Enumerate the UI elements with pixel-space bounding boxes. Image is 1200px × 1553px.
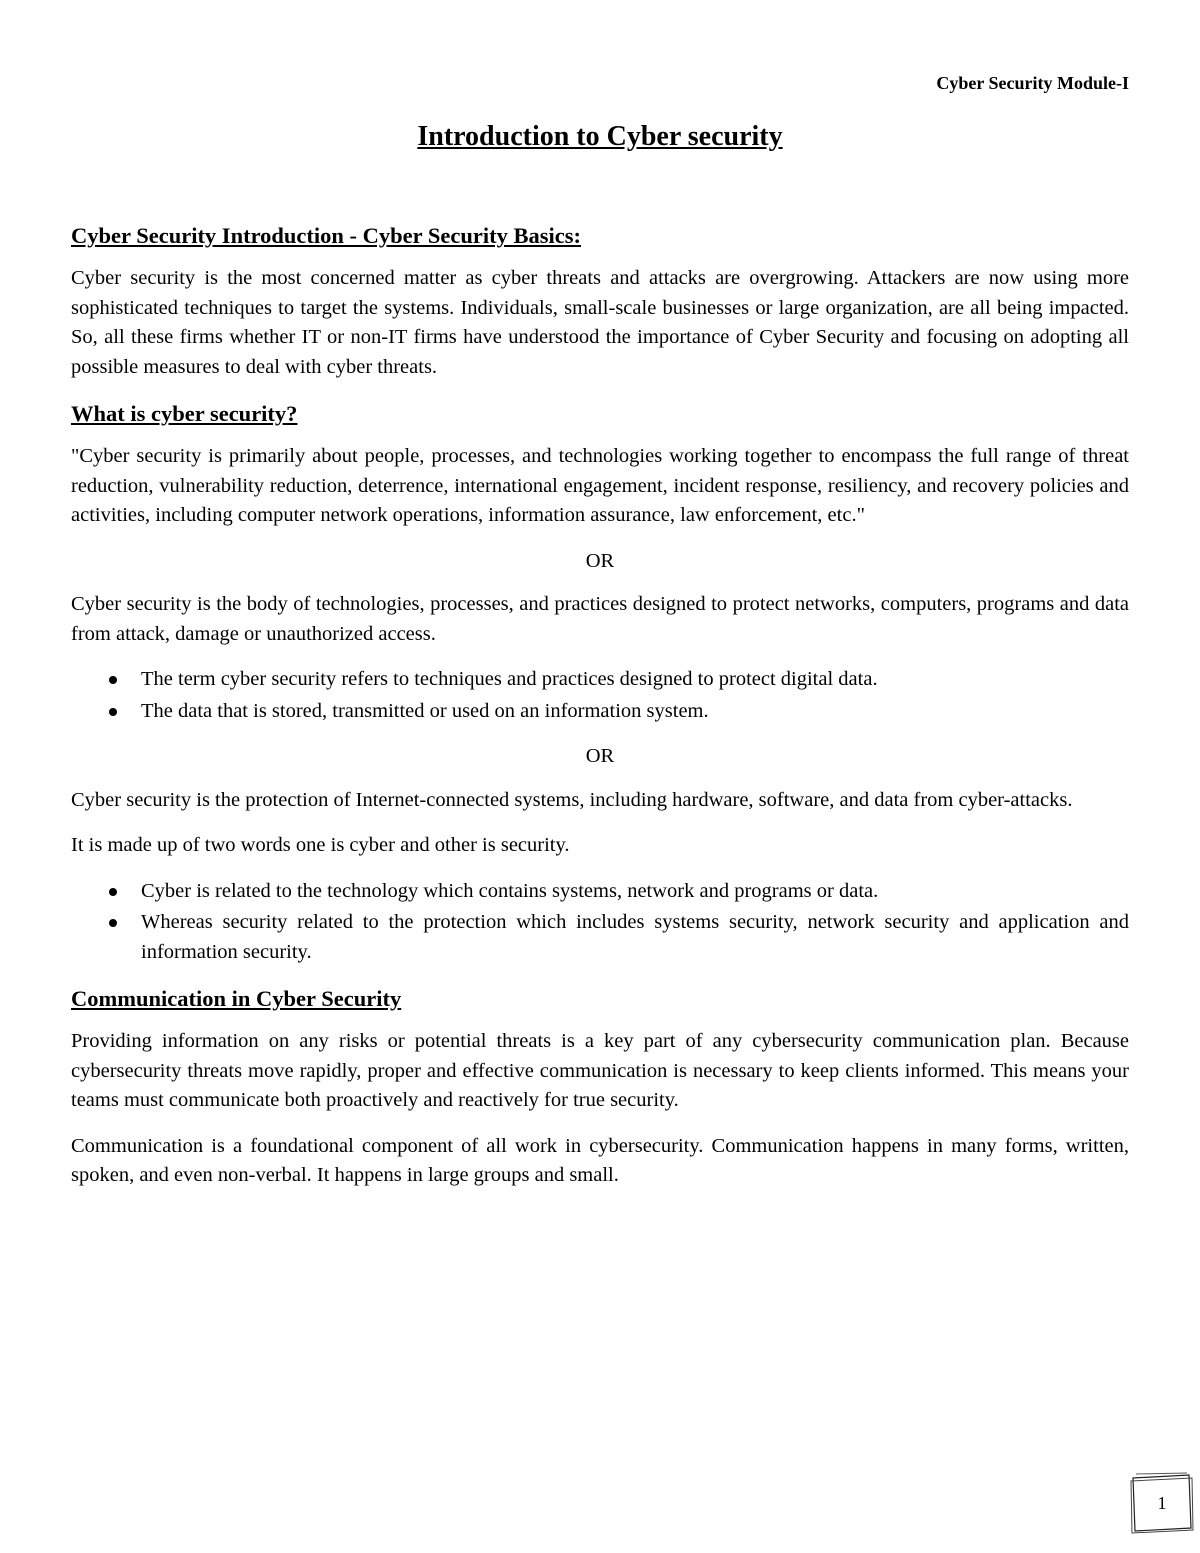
section-heading-what-is: What is cyber security? <box>71 401 298 426</box>
definition-quote-paragraph: "Cyber security is primarily about people, processes, and technologies working together to encompass the full range of threat reduction, vulnerability reduction, deterrence, international engagement, incident response, resiliency, and recovery policies and activities, including computer network operations, information assurance, law enforcement, etc." <box>71 445 1129 526</box>
bullet-icon <box>109 708 117 716</box>
communication-paragraph-1: Providing information on any risks or potential threats is a key part of any cybersecurity communication plan. Because cybersecurity threats move rapidly, proper and effective communication is necessary to keep clients informed. This means your teams must communicate both proactively and reactively for true security. <box>71 1030 1129 1111</box>
document-title: Introduction to Cyber security <box>417 121 783 152</box>
list-item-text: Cyber is related to the technology which contains systems, network and programs or data. <box>141 879 879 902</box>
bullet-list-2 <box>71 877 1129 968</box>
or-separator: OR <box>585 745 615 767</box>
definition-paragraph-3: Cyber security is the protection of Internet-connected systems, including hardware, software, and data from cyber-attacks. <box>71 788 1073 811</box>
or-separator: OR <box>585 549 615 572</box>
list-item <box>141 665 1129 695</box>
list-item-text: The data that is stored, transmitted or used on an information system. <box>141 699 709 722</box>
list-item-text: The term cyber security refers to techniques and practices designed to protect digital data. <box>141 668 878 690</box>
document-body <box>71 220 1129 1207</box>
communication-paragraph-2: Communication is a foundational component of all work in cybersecurity. Communication happens in many forms, written, spoken, and even non-verbal. It happens in large groups and small. <box>71 1134 1129 1186</box>
section-heading-communication: Communication in Cyber Security <box>71 986 402 1011</box>
list-item <box>141 908 1129 967</box>
bullet-icon <box>109 676 117 684</box>
definition-paragraph-2: Cyber security is the body of technologies, processes, and practices designed to protect networks, computers, programs and data from attack, damage or unauthorized access. <box>71 593 1129 645</box>
running-header: Cyber Security Module-I <box>936 73 1129 93</box>
list-item <box>141 697 1129 727</box>
page-number-box <box>1129 1472 1195 1534</box>
section-heading-intro: Cyber Security Introduction - Cyber Security Basics: <box>71 223 581 248</box>
bullet-icon <box>109 919 117 927</box>
list-item <box>141 877 1129 907</box>
intro-paragraph: Cyber security is the most concerned matter as cyber threats and attacks are overgrowing. Attackers are now using more sophisticated techniques to target the systems. Individuals, small-scale businesses or large organization, are all being impacted. So, all these firms whether IT or non-IT firms have understood the importance of Cyber Security and focusing on adopting all possible measures to deal with cyber threats. <box>71 267 1129 378</box>
page-number: 1 <box>1157 1493 1167 1513</box>
bullet-list-1 <box>71 665 1129 726</box>
bullet-icon <box>109 888 117 896</box>
list-item-text: Whereas security related to the protection which includes systems security, network security and application and information security. <box>141 911 1129 963</box>
two-words-paragraph: It is made up of two words one is cyber and other is security. <box>71 834 570 856</box>
